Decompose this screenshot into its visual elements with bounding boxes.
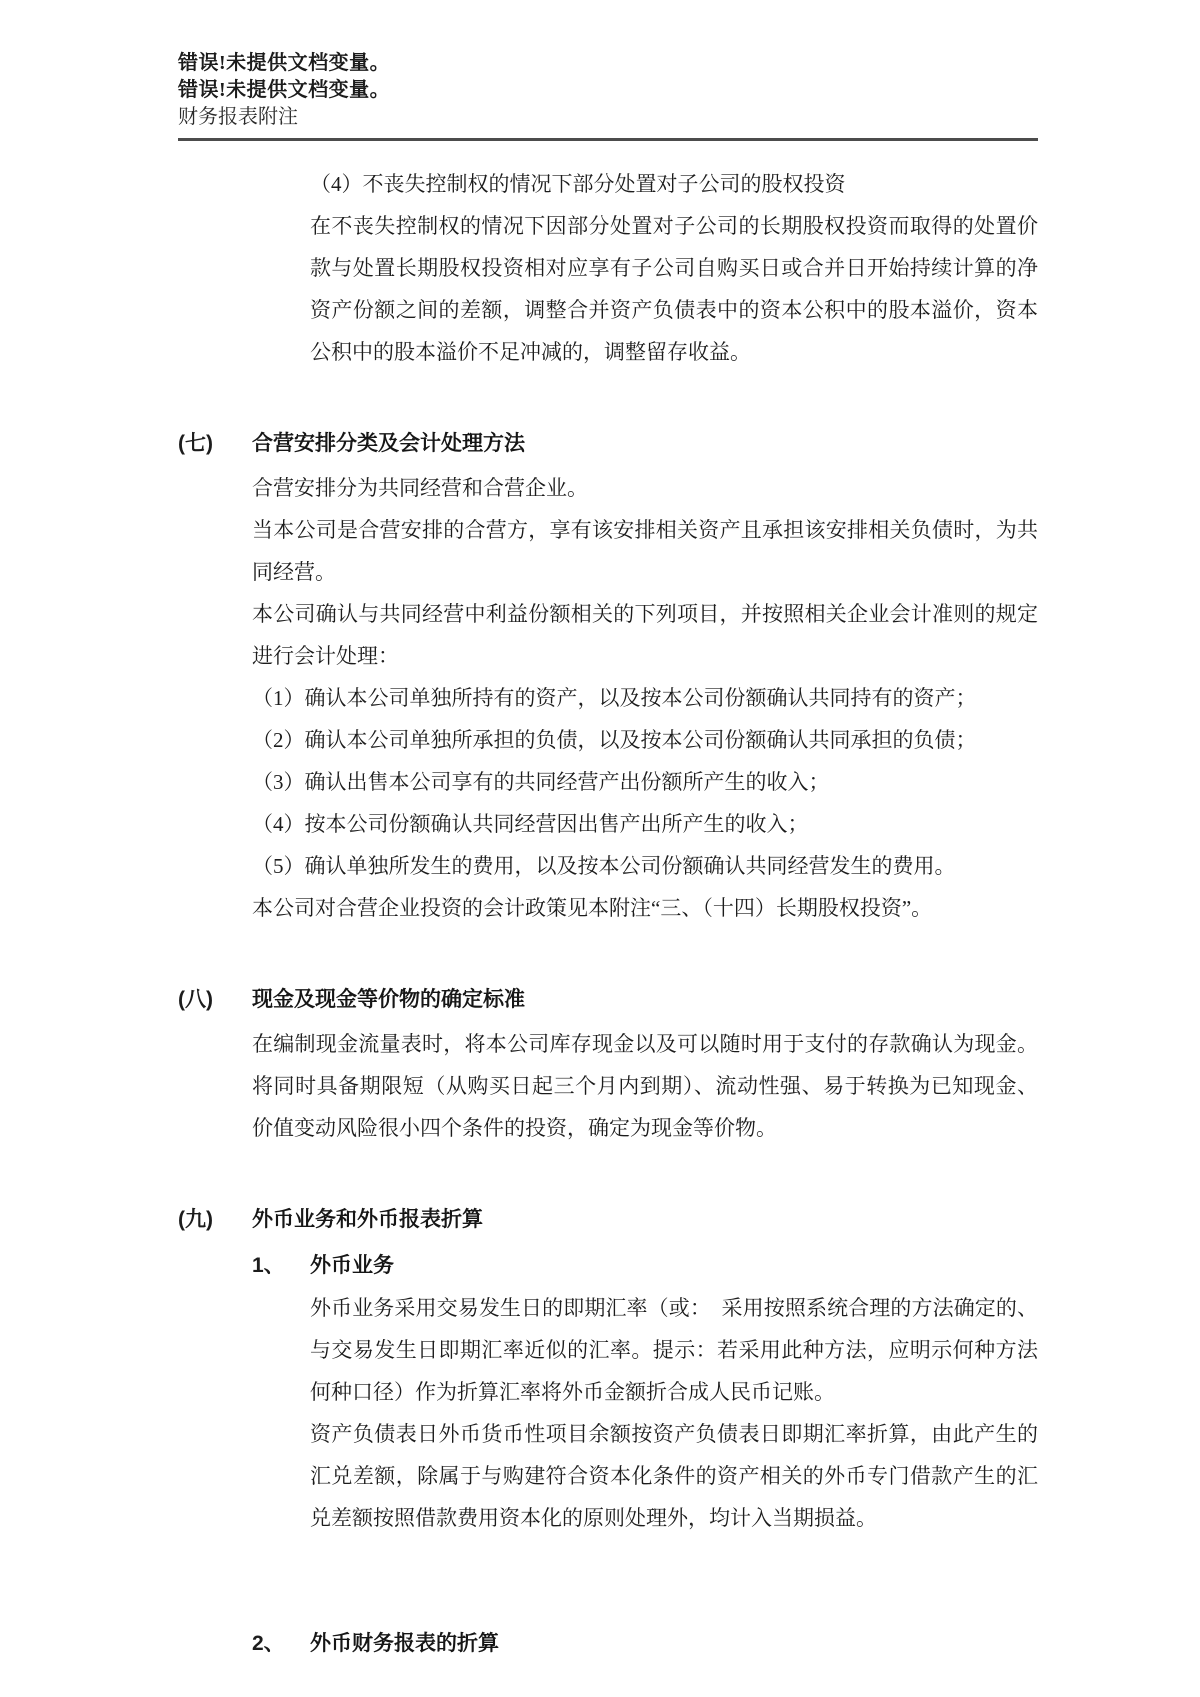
header-subtitle: 财务报表附注 — [178, 106, 298, 128]
list-item: （5）确认单独所发生的费用，以及按本公司份额确认共同经营发生的费用。 — [252, 854, 956, 878]
subsection-9-2 — [178, 1627, 1038, 1657]
subsection-9-1 — [178, 1249, 1038, 1539]
section-8-body — [252, 1023, 1038, 1149]
paragraph: 本公司对合营企业投资的会计政策见本附注“三、（十四）长期股权投资”。 — [252, 896, 933, 920]
subsection-9-2-title: 外币财务报表的折算 — [310, 1632, 499, 1655]
section-8-title: 现金及现金等价物的确定标准 — [252, 988, 525, 1011]
subsection-9-1-number: 1、 — [252, 1254, 285, 1277]
list-item: （1）确认本公司单独所持有的资产，以及按本公司份额确认共同持有的资产； — [252, 686, 977, 710]
section-8-number: (八) — [178, 988, 213, 1011]
list-item: （4）按本公司份额确认共同经营因出售产出所产生的收入； — [252, 812, 809, 836]
header-rule — [178, 138, 1038, 141]
section-9-number: (九) — [178, 1208, 213, 1231]
paragraph: 在编制现金流量表时，将本公司库存现金以及可以随时用于支付的存款确认为现金。将同时具备期限短（从购买日起三个月内到期）、流动性强、易于转换为已知现金、价值变动风险很小四个条件的投资，确定为现金等价物。 — [252, 1032, 1038, 1140]
intro-paragraph: 在不丧失控制权的情况下因部分处置对子公司的长期股权投资而取得的处置价款与处置长期股权投资相对应享有子公司自购买日或合并日开始持续计算的净资产份额之间的差额，调整合并资产负债表中的资本公积中的股本溢价，资本公积中的股本溢价不足冲减的，调整留存收益。 — [310, 214, 1038, 364]
subsection-9-1-title: 外币业务 — [310, 1254, 394, 1277]
list-item: （3）确认出售本公司享有的共同经营产出份额所产生的收入； — [252, 770, 830, 794]
document-header — [178, 50, 1038, 131]
section-7 — [178, 427, 1038, 929]
header-error-line-2: 错误!未提供文档变量。 — [178, 79, 391, 101]
section-8-head — [178, 983, 1038, 1013]
section-8 — [178, 983, 1038, 1149]
section-9-title: 外币业务和外币报表折算 — [252, 1208, 483, 1231]
paragraph: 资产负债表日外币货币性项目余额按资产负债表日即期汇率折算，由此产生的汇兑差额，除属于与购建符合资本化条件的资产相关的外币专门借款产生的汇兑差额按照借款费用资本化的原则处理外，均计入当期损益。 — [310, 1422, 1038, 1530]
subsection-9-2-number: 2、 — [252, 1632, 285, 1655]
section-9 — [178, 1203, 1038, 1657]
section-7-head — [178, 427, 1038, 457]
section-7-body — [252, 467, 1038, 929]
paragraph: 合营安排分为共同经营和合营企业。 — [252, 476, 588, 500]
paragraph: 当本公司是合营安排的合营方，享有该安排相关资产且承担该安排相关负债时，为共同经营。 — [252, 518, 1038, 584]
paragraph: 本公司确认与共同经营中利益份额相关的下列项目，并按照相关企业会计准则的规定进行会计处理： — [252, 602, 1038, 668]
list-item: （2）确认本公司单独所承担的负债，以及按本公司份额确认共同承担的负债； — [252, 728, 977, 752]
intro-block — [310, 163, 1038, 373]
subsection-9-1-body — [310, 1287, 1038, 1539]
intro-heading: （4）不丧失控制权的情况下部分处置对子公司的股权投资 — [310, 172, 846, 196]
subsection-9-2-head — [252, 1627, 1038, 1657]
subsection-9-1-head — [252, 1249, 1038, 1279]
section-9-head — [178, 1203, 1038, 1233]
section-7-title: 合营安排分类及会计处理方法 — [252, 432, 525, 455]
section-7-number: (七) — [178, 432, 213, 455]
paragraph: 外币业务采用交易发生日的即期汇率（或： 采用按照系统合理的方法确定的、与交易发生日即期汇率近似的汇率。提示：若采用此种方法，应明示何种方法何种口径）作为折算汇率将外币金额折合成人民币记账。 — [310, 1296, 1038, 1404]
header-error-line-1: 错误!未提供文档变量。 — [178, 52, 391, 74]
